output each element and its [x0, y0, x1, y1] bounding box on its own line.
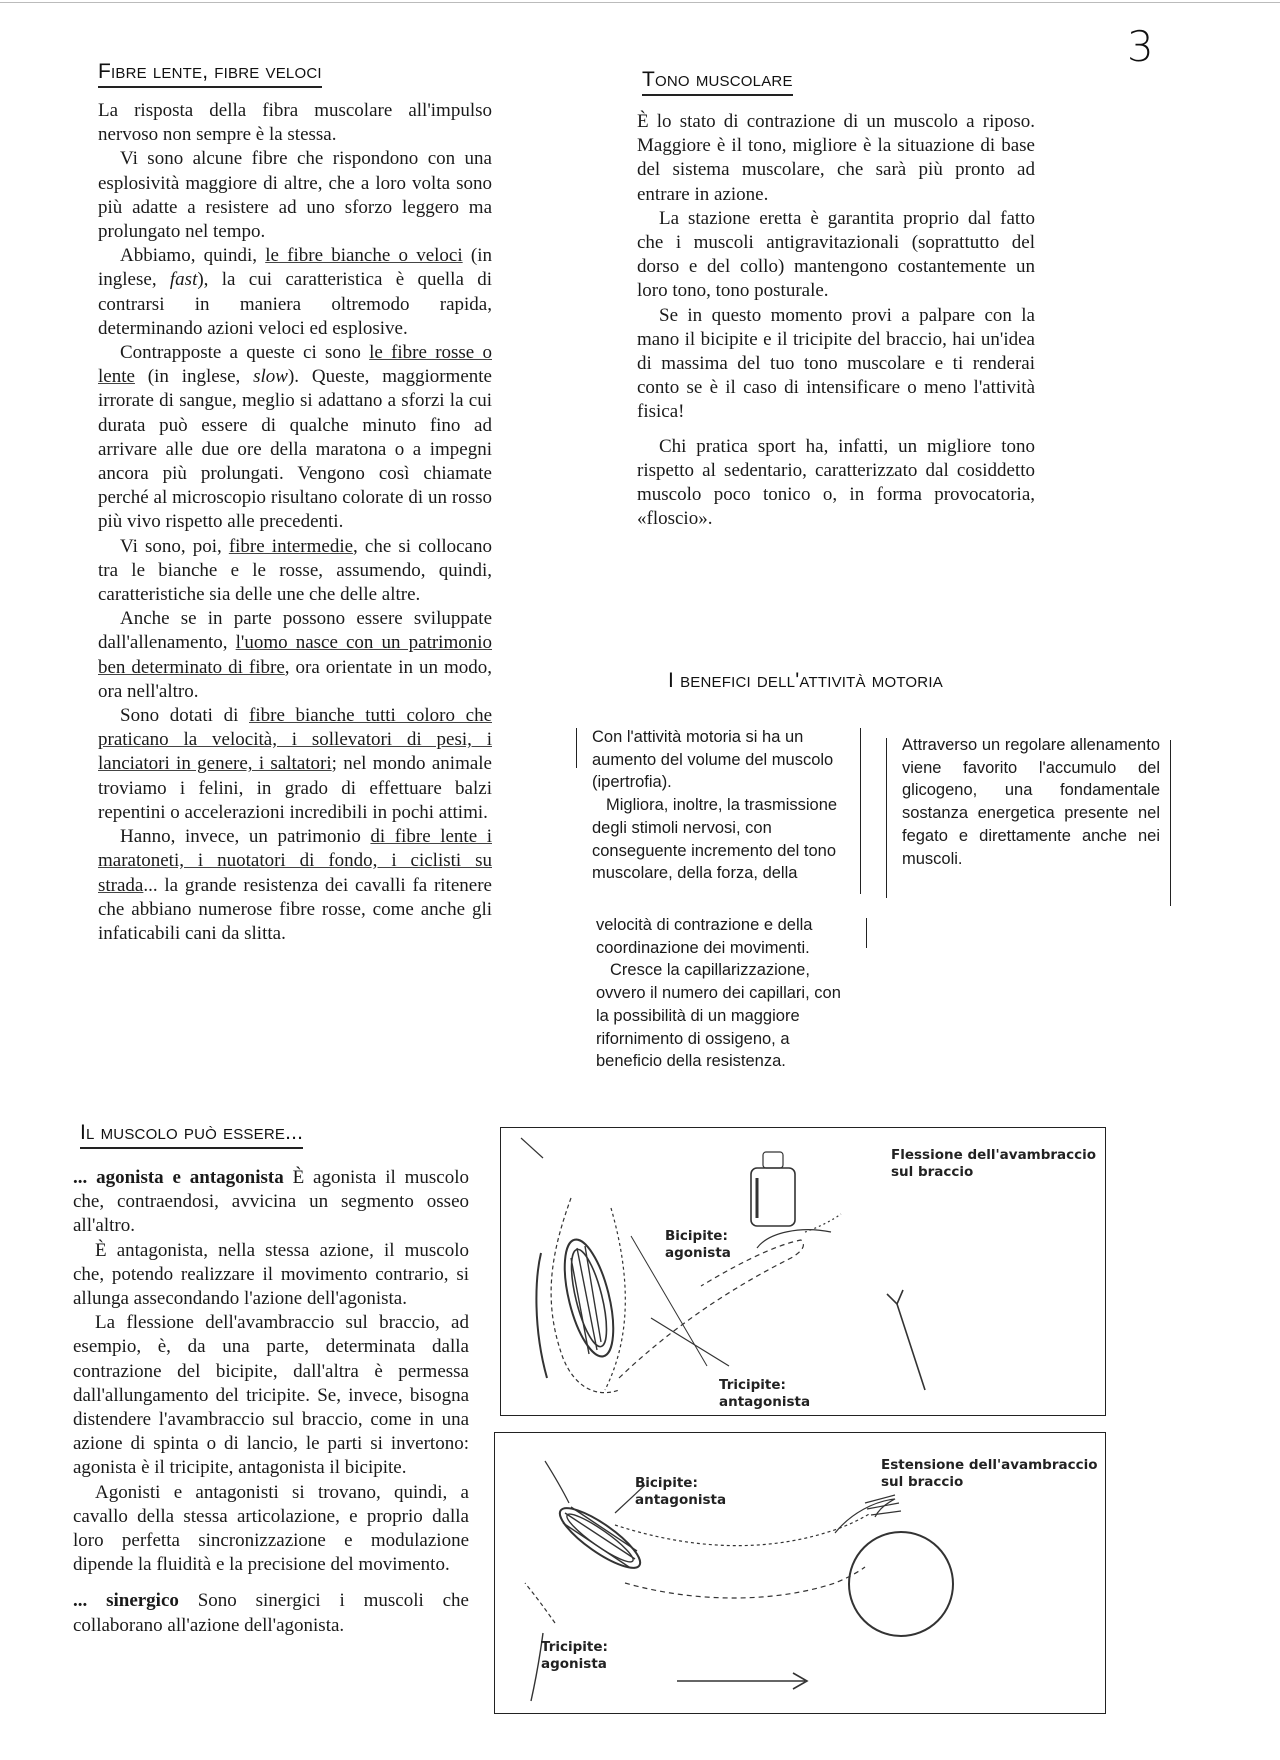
fibre-bianche-atleti-highlight: fibre bianche tutti coloro che praticano la velocità, i sollevatori di pesi, i lanciatori in genere, i saltatori [98, 705, 492, 775]
fibre-paragraph: Abbiamo, quindi, le fibre bianche o veloci (in inglese, fast), la cui caratteristica è quella di contrarsi in maniera oltremodo rapida, determinando azioni veloci ed esplosive. [98, 245, 492, 339]
fibre-paragraph: Hanno, invece, un patrimonio di fibre lente i maratoneti, i nuotatori di fondo, i ciclisti su strada... la grande resistenza dei cavalli fa ritenere che abbiano numerose fibre rosse, come anche gli infaticabili cani da slitta. [98, 826, 492, 944]
benefici-paragraph: Cresce la capillarizzazione, ovvero il numero dei capillari, con la possibilità di un maggiore rifornimento di ossigeno, a beneficio della resistenza. [596, 961, 841, 1071]
muscolo-paragraph: Agonisti e antagonisti si trovano, quindi, a cavallo della stessa articolazione, e proprio dalla loro perfetta sincronizzazione e modulazione dipende la fluidità e la precisione del movimento. [73, 1481, 469, 1576]
benefici-right-column [902, 734, 1160, 870]
tono-section-title: Tono muscolare [642, 68, 793, 96]
benefici-paragraph: velocità di contrazione e della coordinazione dei movimenti. [596, 916, 813, 957]
figure-estensione [494, 1432, 1106, 1714]
fibre-intermedie-highlight: fibre intermedie [228, 535, 354, 557]
tono-section-body [637, 110, 1035, 531]
benefici-left-column [592, 726, 850, 885]
fibre-paragraph: Vi sono alcune fibre che rispondono con una esplosività maggiore di altre, che a loro volta sono più adatte a resistere ad uno sforzo leggero ma prolungato nel tempo. [98, 148, 492, 243]
benefici-rule-right [886, 738, 887, 898]
estensione-caption: Estensione dell'avambraccio sul braccio [881, 1457, 1098, 1490]
fibre-section-title: Fibre lente, fibre veloci [98, 60, 322, 88]
benefici-rule-middle [860, 728, 861, 894]
patrimonio-highlight: l'uomo nasce con un patrimonio ben determinato di fibre [98, 632, 493, 678]
tono-paragraph: Se in questo momento provi a palpare con la mano il bicipite e il tricipite del braccio, hai un'idea di massima del tuo tono muscolare e ti renderai conto se è il caso di intensificare o meno l'attività fisica! [637, 304, 1035, 423]
fibre-paragraph: Contrapposte a queste ci sono le fibre rosse o lente (in inglese, slow). Queste, maggiormente irrorate di sangue, meglio si adattano a sforzi la cui durata può essere di qualche minuto fino ad arrivare alle due ore della maratona o a impegni ancora più prolungati. Vengono così chiamate perché al microscopio risultano colorate di un rosso più vivo rispetto alle precedenti. [98, 342, 492, 533]
muscolo-section-body [73, 1166, 469, 1638]
flessione-tricipite-label: Tricipite: antagonista [719, 1377, 811, 1410]
benefici-paragraph: Con l'attività motoria si ha un aumento del volume del muscolo (ipertrofia). [592, 728, 834, 792]
estensione-bicipite-label: Bicipite: antagonista [635, 1475, 727, 1508]
flessione-caption: Flessione dell'avambraccio sul braccio [891, 1147, 1097, 1180]
benefici-rule-middle-lower [866, 918, 867, 948]
fibre-paragraph: Sono dotati di fibre bianche tutti coloro che praticano la velocità, i sollevatori di pesi, i lanciatori in genere, i saltatori; nel mondo animale troviamo i felini, in grado di effettuare balzi repentini o accelerazioni incredibili in pochi attimi. [98, 705, 492, 823]
benefici-paragraph: Migliora, inoltre, la trasmissione degli stimoli nervosi, con conseguente incremento del tono muscolare, della forza, della [592, 796, 838, 883]
benefici-section-title: I benefici dell'attività motoria [668, 669, 943, 692]
benefici-rule-left [576, 728, 577, 768]
muscolo-paragraph: ... sinergico Sono sinergici i muscoli che collaborano all'azione dell'agonista. [73, 1590, 469, 1636]
fibre-paragraph: La risposta della fibra muscolare all'impulso nervoso non sempre è la stessa. [98, 100, 492, 146]
benefici-rule-far-right [1170, 740, 1171, 906]
fibre-paragraph: Anche se in parte possono essere sviluppate dall'allenamento, l'uomo nasce con un patrimonio ben determinato di fibre, ora orientate in un modo, ora nell'altro. [98, 608, 493, 702]
page-number: 3 [1127, 22, 1154, 71]
fibre-paragraph: Vi sono, poi, fibre intermedie, che si collocano tra le bianche e le rosse, assumendo, quindi, caratteristiche sia delle une che delle altre. [98, 535, 492, 606]
top-scan-line [0, 2, 1280, 3]
benefici-paragraph: Attraverso un regolare allenamento viene favorito l'accumulo del glicogeno, una fondamentale sostanza energetica presente nel fegato e direttamente anche nei muscoli. [902, 736, 1160, 868]
fibre-bianche-highlight: le fibre bianche o veloci [265, 245, 463, 267]
benefici-middle-column [596, 914, 852, 1073]
tono-paragraph: La stazione eretta è garantita proprio dal fatto che i muscoli antigravitazionali (soprattutto del dorso e del collo) mantengono costantemente un loro tono, tono posturale. [637, 207, 1035, 302]
muscolo-paragraph: La flessione dell'avambraccio sul braccio, ad esempio, è, da una parte, determinata dalla contrazione del bicipite, dall'altra è permessa dall'allungamento del tricipite. Se, invece, bisogna distendere l'avambraccio sul braccio, come in una azione di spinta o di lancio, le parti si invertono: agonista è il tricipite, antagonista il bicipite. [73, 1312, 469, 1479]
fibre-lente-atleti-highlight: di fibre lente i maratoneti, i nuotatori di fondo, i ciclisti su strada [98, 826, 492, 896]
estensione-tricipite-label: Tricipite: agonista [541, 1639, 608, 1672]
muscolo-paragraph: È antagonista, nella stessa azione, il muscolo che, potendo realizzare il movimento contrario, si allunga assecondando l'azione dell'agonista. [73, 1239, 469, 1310]
fibre-section-body [98, 99, 492, 946]
fibre-rosse-highlight: le fibre rosse o lente [98, 342, 492, 388]
flessione-bicipite-label: Bicipite: agonista [665, 1228, 731, 1261]
figure-flessione [500, 1127, 1106, 1416]
tono-paragraph: È lo stato di contrazione di un muscolo a riposo. Maggiore è il tono, migliore è la situazione di base del sistema muscolare, che sarà più pronto ad entrare in azione. [637, 111, 1035, 205]
tono-paragraph: Chi pratica sport ha, infatti, un migliore tono rispetto al sedentario, caratterizzato dal cosiddetto muscolo poco tonico o, in forma provocatoria, «floscio». [637, 435, 1035, 530]
muscolo-section-title: Il muscolo può essere... [80, 1121, 303, 1149]
muscolo-paragraph: ... agonista e antagonista È agonista il muscolo che, contraendosi, avvicina un segmento osseo all'altro. [73, 1167, 469, 1237]
